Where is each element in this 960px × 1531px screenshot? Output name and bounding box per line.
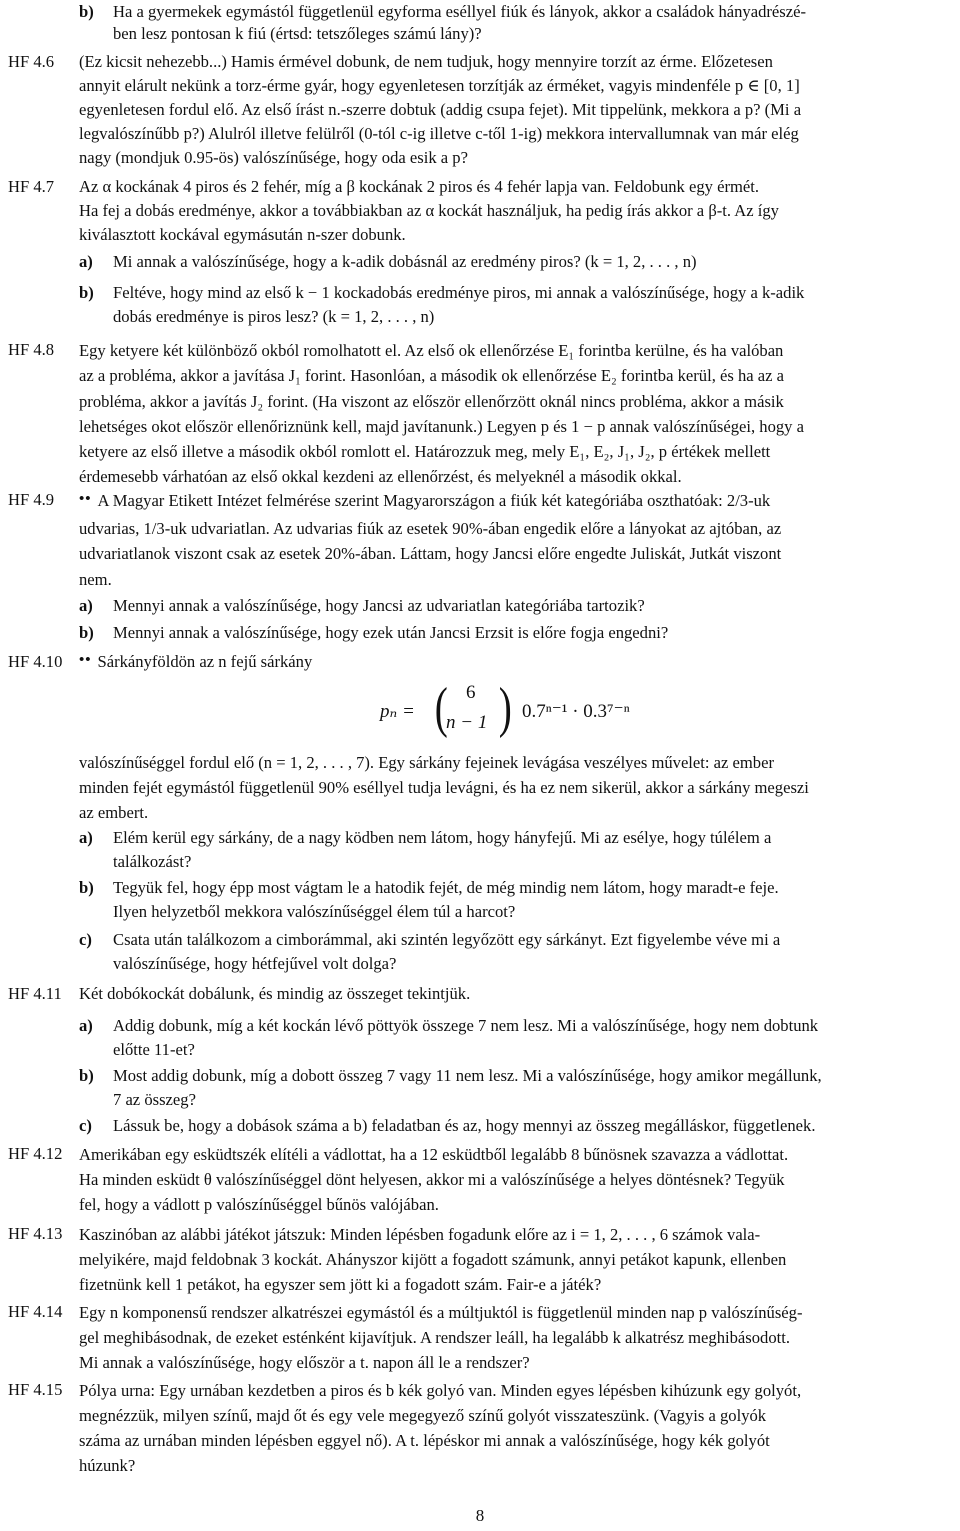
- text-line: Ha minden esküdt θ valószínűséggel dönt helyesen, akkor mi a valószínűsége a helyes döntésnek? Tegyük: [79, 1170, 785, 1189]
- text-line: az embert.: [79, 803, 149, 822]
- problem-label: HF 4.11: [8, 984, 62, 1003]
- text-line: Ha fej a dobás eredménye, akkor a továbbiakban az α kockát használjuk, ha pedig írás akkor a β-t. Az így: [79, 201, 779, 220]
- problem-text: [79, 1222, 956, 1297]
- problem-label: HF 4.7: [8, 177, 55, 196]
- text-line: előtte 11-et?: [113, 1040, 195, 1059]
- sub-item-cont: [79, 22, 956, 46]
- text-line: Tegyük fel, hogy épp most vágtam le a hatodik fejét, de még mindig nem látom, hogy maradt-e feje.: [113, 878, 779, 897]
- sub-label: b): [79, 623, 94, 642]
- text-line: probléma, akkor a javítás J₂ forint. (Ha viszont az először ellenőrzött oknál nincs probléma, akkor a másik: [79, 391, 784, 411]
- text-line: Elém kerül egy sárkány, de a nagy ködben nem látom, hogy hányfejű. Mi az esélye, hogy túlélem a: [113, 828, 772, 847]
- text-line: Most addig dobunk, míg a dobott összeg 7 vagy 11 nem lesz. Mi a valószínűsége, hogy amikor megállunk,: [113, 1066, 822, 1085]
- text-line: gel meghibásodnak, de ezeket esténként kijavítjuk. A rendszer leáll, ha legalább k alkatrész meghibásodott.: [79, 1328, 790, 1347]
- problem-text: [79, 650, 956, 675]
- problem-text: [79, 982, 956, 1006]
- binom-bottom: n − 1: [446, 712, 488, 733]
- sub-label: a): [79, 252, 93, 271]
- sub-label: b): [79, 283, 94, 302]
- text-line: ketyere az első illetve a második okból romlott el. Határozzuk meg, mely E₁, E₂, J₁, J₂, p értékek mellett: [79, 442, 771, 462]
- sub-label: a): [79, 596, 93, 615]
- text-line: ben lesz pontosan k fiú (értsd: tetszőleges számú lány)?: [113, 24, 482, 43]
- text-line: Mennyi annak a valószínűsége, hogy ezek után Jancsi Erzsit is előre fogja engedni?: [113, 623, 669, 642]
- text-line: Az α kockának 4 piros és 2 fehér, míg a β kockának 2 piros és 4 fehér lapja van. Feldobunk egy érmét.: [79, 177, 760, 196]
- text-line: az a probléma, akkor a javítása J₁ forint. Hasonlóan, a második ok ellenőrzése E₂ forintba kerül, és ha az a: [79, 366, 785, 386]
- right-paren: ): [498, 677, 512, 739]
- sub-label: b): [79, 878, 94, 897]
- binom-top: 6: [466, 682, 476, 703]
- text-line: valószínűséggel fordul elő (n = 1, 2, . . . , 7). Egy sárkány fejeinek levágása veszélyes művelet: az ember: [79, 753, 774, 772]
- problem-text: [79, 338, 956, 490]
- text-line: Ilyen helyzetből mekkora valószínűséggel élem túl a harcot?: [113, 902, 516, 921]
- problem-text: [79, 50, 956, 170]
- sub-item-a: [79, 250, 956, 274]
- page-number: 8: [475, 1506, 485, 1525]
- text-line: Pólya urna: Egy urnában kezdetben a piros és b kék golyó van. Minden egyes lépésben kihúzunk egy golyót,: [79, 1381, 802, 1400]
- problem-text: [79, 175, 956, 247]
- text-line: 7 az összeg?: [113, 1090, 196, 1109]
- problem-text: [79, 1300, 956, 1375]
- problem-text: [79, 750, 956, 825]
- text-line: húzunk?: [79, 1456, 136, 1475]
- sub-item-b: [79, 281, 956, 329]
- text-line: udvarias, 1/3-uk udvariatlan. Az udvarias fiúk az esetek 90%-ában engedik előre a lányokat az ajtóban, az: [79, 518, 782, 538]
- text-line: nem.: [79, 569, 112, 589]
- text-line: Sárkányföldön az n fejű sárkány: [97, 652, 313, 671]
- text-line: valószínűsége, hogy hétfejűvel volt dolga?: [113, 954, 397, 973]
- problem-label: HF 4.6: [8, 52, 55, 71]
- problem-text: [79, 1378, 956, 1478]
- text-line: fizetnünk kell 1 petákot, ha egyszer sem jött ki a fogadott szám. Fair-e a játék?: [79, 1275, 602, 1294]
- problem-label: HF 4.14: [8, 1302, 63, 1321]
- sub-label: a): [79, 1016, 93, 1035]
- text-line: Addig dobunk, míg a két kockán lévő pöttyök összege 7 nem lesz. Mi a valószínűsége, hogy nem dobtunk: [113, 1016, 819, 1035]
- sub-label: c): [79, 930, 92, 949]
- text-line: (Ez kicsit nehezebb...) Hamis érmével dobunk, de nem tudjuk, hogy mennyire torzít az érme. Előzetesen: [79, 52, 773, 71]
- text-line: Két dobókockát dobálunk, és mindig az összeget tekintjük.: [79, 984, 471, 1003]
- text-line: annyit elárult nekünk a torz-érme gyár, hogy egyenletesen torzítják az érméket, vagyis mindenféle p ∈ [0, 1]: [79, 76, 800, 95]
- text-line: Amerikában egy esküdtszék elítéli a vádlottat, ha a 12 esküdtből legalább 8 bűnösnek szavazza a vádlottat.: [79, 1145, 789, 1164]
- problem-label: HF 4.15: [8, 1380, 63, 1399]
- text-line: Ha a gyermekek egymástól függetlenül egyforma eséllyel fiúk és lányok, akkor a családok hányadrészé-: [113, 2, 806, 21]
- sub-label: b): [79, 1066, 94, 1085]
- text-line: Mennyi annak a valószínűsége, hogy Jancsi az udvariatlan kategóriába tartozik?: [113, 596, 645, 615]
- text-line: legvalószínűbb p?) Alulról illetve felülről (0-tól c-ig illetve c-től 1-ig) mekkora intervallumnak van már elég: [79, 124, 799, 143]
- problem-label: HF 4.8: [8, 340, 55, 359]
- difficulty-dots: ••: [79, 652, 92, 668]
- text-line: kiválasztott kockával egymásután n-szer dobunk.: [79, 225, 406, 244]
- left-paren: (: [434, 677, 448, 739]
- text-line: száma az urnában minden lépésben eggyel nő). A t. lépéskor mi annak a valószínűsége, hogy kék golyót: [79, 1431, 770, 1450]
- text-line: Mi annak a valószínűsége, hogy először a t. napon áll le a rendszer?: [79, 1353, 530, 1372]
- sub-item-b: [79, 621, 956, 645]
- problem-label: HF 4.9: [8, 490, 55, 509]
- sub-item-a: [79, 594, 956, 618]
- text-line: érdemesebb várhatóan az első okkal kezdeni az ellenőrzést, és melyeknél a második okkal.: [79, 467, 682, 487]
- text-line: nagy (mondjuk 0.95-ös) valószínűsége, hogy oda esik a p?: [79, 148, 468, 167]
- text-line: Egy n komponensű rendszer alkatrészei egymástól és a múltjuktól is függetlenül minden nap p valószínűség-: [79, 1303, 803, 1322]
- sub-item-c: [79, 1114, 956, 1138]
- text-line: megnézzük, milyen színű, majd őt és egy vele megegyező színű golyót visszateszünk. (Vagyis a golyók: [79, 1406, 767, 1425]
- text-line: lehetséges okot először ellenőriznünk kell, majd javítanunk.) Legyen p és 1 − p annak valószínűségei, hogy a: [79, 416, 804, 436]
- text-line: A Magyar Etikett Intézet felmérése szerint Magyarországon a fiúk két kategóriába oszthatóak: 2/3-uk: [97, 491, 771, 510]
- formula-rhs: 0.7ⁿ⁻¹ · 0.3⁷⁻ⁿ: [522, 701, 630, 722]
- problem-label: HF 4.10: [8, 652, 63, 671]
- sub-label: b): [79, 2, 94, 21]
- difficulty-dots: ••: [79, 491, 92, 507]
- sub-label: a): [79, 828, 93, 847]
- text-line: egyenletesen fordul elő. Az első írást n.-szerre dobtuk (addig csupa fejet). Mit tippelünk, mekkora a p? (Mi a: [79, 100, 802, 119]
- text-line: dobás eredménye is piros lesz? (k = 1, 2, . . . , n): [113, 307, 435, 326]
- sub-item-a: [79, 1014, 956, 1062]
- problem-text: [79, 488, 956, 592]
- sub-item-c: [79, 928, 956, 976]
- formula: [380, 678, 680, 750]
- text-line: Egy ketyere két különböző okból romolhatott el. Az első ok ellenőrzése E₁ forintba kerülne, és ha valóban: [79, 341, 784, 360]
- text-line: melyikére, majd feldobnak 3 kockát. Ahányszor kijött a fogadott számunk, annyi petákot kapunk, ellenben: [79, 1250, 787, 1269]
- sub-item-b: [79, 1064, 956, 1112]
- text-line: Kaszinóban az alábbi játékot játszuk: Minden lépésben fogadunk előre az i = 1, 2, . . . , 6 számok vala-: [79, 1225, 761, 1244]
- text-line: Feltéve, hogy mind az első k − 1 kockadobás eredménye piros, mi annak a valószínűsége, hogy a k-adik: [113, 283, 805, 302]
- text-line: találkozást?: [113, 852, 192, 871]
- text-line: udvariatlanok viszont csak az esetek 20%-ában. Láttam, hogy Jancsi előre engedte Juliskát, Jutkát viszont: [79, 544, 782, 563]
- sub-label: c): [79, 1116, 92, 1135]
- text-line: Mi annak a valószínűsége, hogy a k-adik dobásnál az eredmény piros? (k = 1, 2, . . . , n): [113, 252, 697, 271]
- problem-label: HF 4.12: [8, 1144, 63, 1163]
- sub-item: [79, 0, 956, 24]
- text-line: minden fejét egymástól függetlenül 90% eséllyel tudja levágni, és ha ez nem sikerül, akkor a sárkány megeszi: [79, 778, 809, 797]
- text-line: Csata után találkozom a cimborámmal, aki szintén legyőzött egy sárkányt. Ezt figyelembe véve mi a: [113, 930, 781, 949]
- formula-lhs: pₙ =: [380, 701, 415, 722]
- sub-item-a: [79, 826, 956, 874]
- problem-text: [79, 1142, 956, 1217]
- problem-label: HF 4.13: [8, 1224, 63, 1243]
- text-line: Lássuk be, hogy a dobások száma a b) feladatban és az, hogy mennyi az összeg megálláskor, függetlenek.: [113, 1116, 816, 1135]
- sub-item-b: [79, 876, 956, 924]
- text-line: fel, hogy a vádlott p valószínűséggel bűnös valójában.: [79, 1195, 439, 1214]
